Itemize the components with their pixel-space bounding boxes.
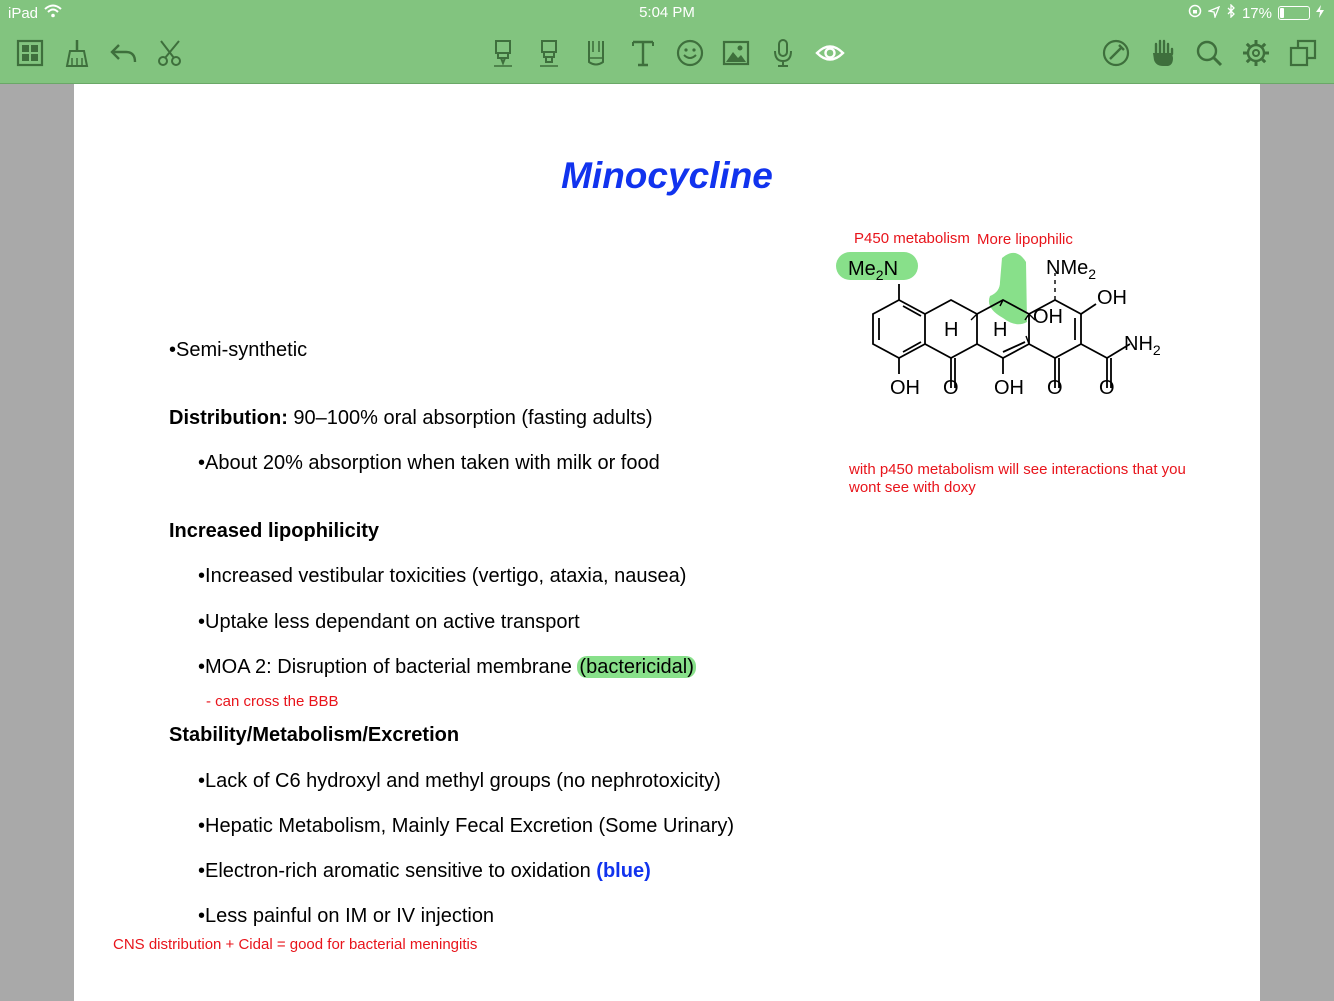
- pen-icon[interactable]: [579, 36, 613, 70]
- bullet-electron: •Electron-rich aromatic sensitive to oxidation (blue): [198, 860, 651, 882]
- bullet-c6: •Lack of C6 hydroxyl and methyl groups (no nephrotoxicity): [198, 770, 721, 792]
- hand-icon[interactable]: [1146, 36, 1180, 70]
- undo-icon[interactable]: [106, 36, 140, 70]
- absorption-text: About 20% absorption when taken with milk or food: [205, 452, 660, 474]
- moa-text: MOA 2: Disruption of bacterial membrane: [205, 656, 578, 678]
- bullet-hepatic: •Hepatic Metabolism, Mainly Fecal Excretion (Some Urinary): [198, 815, 735, 837]
- oh-mid-label: OH: [1033, 306, 1063, 328]
- h-label-2: H: [993, 319, 1008, 341]
- marker-icon[interactable]: [532, 36, 566, 70]
- status-right: [1188, 4, 1324, 22]
- text-icon[interactable]: [626, 36, 660, 70]
- o-bottom-3: O: [1099, 377, 1115, 399]
- bullet-vestibular: •Increased vestibular toxicities (vertigo, ataxia, nausea): [198, 565, 687, 587]
- nme2-label: NMe$_2$: [1046, 257, 1097, 282]
- scissors-icon[interactable]: [153, 36, 187, 70]
- me2n-label: $Me_2N$: [848, 258, 899, 283]
- smiley-icon[interactable]: [673, 36, 707, 70]
- interaction-annotation-1: with p450 metabolism will see interactions that you: [849, 461, 1186, 478]
- document-page: [74, 84, 1260, 1001]
- cns-annotation: CNS distribution + Cidal = good for bacterial meningitis: [113, 936, 478, 953]
- no-pen-icon[interactable]: [1099, 36, 1133, 70]
- highlighter-icon[interactable]: [486, 36, 520, 70]
- c6-text: Lack of C6 hydroxyl and methyl groups (no nephrotoxicity): [205, 770, 721, 792]
- oh-bottom-1: OH: [890, 377, 920, 399]
- distribution-label: Distribution:: [169, 407, 288, 429]
- o-bottom-1: O: [943, 377, 959, 399]
- p450-annotation: P450 metabolism: [854, 230, 970, 247]
- page-title: Minocycline: [561, 155, 773, 196]
- o-bottom-2: O: [1047, 377, 1063, 399]
- injection-text: Less painful on IM or IV injection: [205, 905, 495, 927]
- lipophilicity-heading: Increased lipophilicity: [169, 520, 380, 542]
- bullet-absorption: •About 20% absorption when taken with milk or food: [198, 452, 660, 474]
- oh-top-label: OH: [1097, 287, 1127, 309]
- location-icon: [1208, 5, 1220, 22]
- lipophilic-annotation: More lipophilic: [977, 231, 1073, 248]
- uptake-text: Uptake less dependant on active transport: [205, 611, 580, 633]
- battery-fill: [1280, 8, 1284, 18]
- interaction-annotation-2: wont see with doxy: [849, 479, 976, 496]
- bactericidal-highlight: (bactericidal): [579, 656, 694, 678]
- bullet-uptake: •Uptake less dependant on active transport: [198, 611, 580, 633]
- minocycline-structure: [830, 246, 1190, 416]
- battery-icon: [1278, 6, 1310, 20]
- rotation-lock-icon: [1188, 4, 1202, 22]
- eye-icon[interactable]: [813, 36, 847, 70]
- toolbar-bar: [0, 0, 1334, 84]
- charging-icon: [1316, 5, 1324, 22]
- distribution-text: 90–100% oral absorption (fasting adults): [287, 407, 653, 429]
- distribution-line: [169, 407, 653, 430]
- electron-text: Electron-rich aromatic sensitive to oxidation: [205, 860, 597, 882]
- grid-icon[interactable]: [13, 36, 47, 70]
- gear-icon[interactable]: [1239, 36, 1273, 70]
- bullet-moa: •MOA 2: Disruption of bacterial membrane (bactericidal): [198, 656, 694, 678]
- hepatic-text: Hepatic Metabolism, Mainly Fecal Excretion (Some Urinary): [205, 815, 735, 837]
- broom-icon[interactable]: [60, 36, 94, 70]
- nh2-label: $NH_2$: [1124, 333, 1161, 358]
- search-icon[interactable]: [1192, 36, 1226, 70]
- bullet-semi-synthetic: •Semi-synthetic: [169, 339, 308, 361]
- blue-word: (blue): [596, 860, 651, 882]
- microphone-icon[interactable]: [766, 36, 800, 70]
- battery-percent: 17%: [1241, 4, 1272, 22]
- status-time: 5:04 PM: [639, 4, 695, 21]
- copy-icon[interactable]: [1286, 36, 1320, 70]
- oh-bottom-2: OH: [994, 377, 1024, 399]
- lipophilic-highlight: [989, 253, 1027, 324]
- vestibular-text: Increased vestibular toxicities (vertigo, ataxia, nausea): [205, 565, 687, 587]
- h-label-1: H: [944, 319, 959, 341]
- bluetooth-icon: [1226, 4, 1236, 22]
- bbb-annotation: - can cross the BBB: [206, 693, 339, 710]
- stability-heading: Stability/Metabolism/Excretion: [169, 724, 460, 746]
- device-name: iPad: [8, 4, 39, 22]
- bullet-injection: •Less painful on IM or IV injection: [198, 905, 495, 927]
- semi-text: Semi-synthetic: [176, 339, 308, 361]
- image-icon[interactable]: [719, 36, 753, 70]
